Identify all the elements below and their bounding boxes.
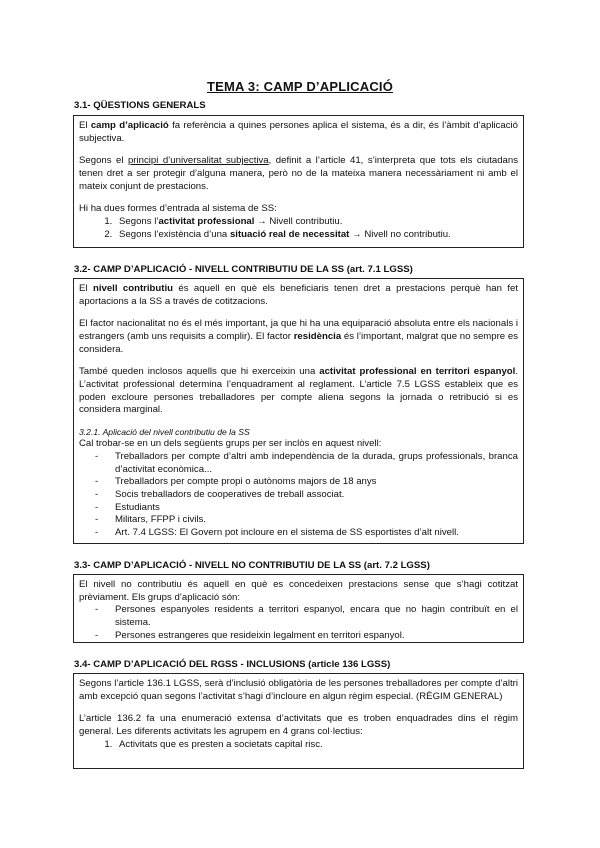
list-item: - Militars, FFPP i civils.	[79, 514, 518, 527]
text: Segons l’existència d’una	[119, 228, 230, 240]
text: El	[79, 283, 93, 294]
text: Segons l’	[119, 215, 159, 227]
text: → Nivell no contributiu.	[349, 228, 451, 240]
section-box-3-4	[73, 673, 524, 769]
section-heading-3-4: 3.4- CAMP D’APLICACIÓ DEL RGSS - INCLUSIONS (article 136 LGSS)	[74, 659, 391, 670]
section-heading-3-1: 3.1- QÜESTIONS GENERALS	[74, 100, 206, 111]
underlined-term: principi d’universalitat subjectiva	[127, 155, 269, 167]
paragraph: Segons l’article 136.1 LGSS, serà d’inclusió obligatòria de les persones treballadores per compte d’altri amb excepció quan segons l’activitat s’hagi d’incloure en algun règim especial. (RÈGIM GENERAL)	[79, 678, 518, 702]
paragraph: L’article 136.2 fa una enumeració extensa d’activitats que es troben enquadrades dins el règim general. Les diferents activitats les agrupem en 4 grans col·lectius:	[79, 713, 518, 737]
subsection-heading: 3.2.1. Aplicació del nivell contributiu de la SS	[79, 426, 250, 437]
bold-term: situació real de necessitat	[229, 228, 350, 240]
text: . L’activitat professional determina l’enquadrament al reglament. L’article 7.5 LGSS estableix que es poden excloure persones treballadores per compte aliena segons la jornada o retribució si es considera marginal.	[79, 366, 518, 416]
paragraph: Cal trobar-se en un dels següents grups per ser inclòs en aquest nivell:	[79, 438, 382, 450]
list-item: 1. Activitats que es presten a societats capital risc.	[115, 739, 518, 752]
list-item	[115, 229, 518, 242]
text: → Nivell contributiu.	[254, 215, 343, 227]
numbered-list	[79, 739, 518, 752]
text: Segons el	[79, 155, 128, 167]
numbered-list	[79, 216, 518, 241]
bold-term: residència	[293, 330, 342, 342]
list-item: - Persones espanyoles residents a territori espanyol, encara que no hagin contribuït en el sistema.	[79, 604, 518, 629]
section-box-3-2	[73, 278, 524, 544]
list-item: - Art. 7.4 LGSS: El Govern pot incloure en el sistema de SS esportistes d’alt nivell.	[79, 527, 518, 540]
bold-term: activitat professional en territori espanyol	[319, 366, 516, 378]
text: fa referència a quines persones aplica el sistema, és a dir, és l’àmbit d’aplicació subjectiva.	[79, 120, 518, 144]
list-item: - Socis treballadors de cooperatives de treball associat.	[79, 489, 518, 502]
section-box-3-1	[73, 115, 524, 248]
dash-list	[79, 451, 518, 540]
paragraph: El nivell no contributiu és aquell en què es concedeixen prestacions sense que s’hagi cotitzat prèviament. Els grups d’aplicació són:	[79, 579, 518, 603]
bold-term: activitat professional	[158, 215, 255, 227]
list-item: - Persones estrangeres que resideixin legalment en territori espanyol.	[79, 630, 518, 643]
text: és aquell en què els beneficiaris tenen dret a prestacions perquè han fet aportacions a la SS a través de cotitzacions.	[79, 283, 518, 307]
paragraph	[79, 120, 518, 145]
paragraph: Hi ha dues formes d’entrada al sistema de SS:	[79, 203, 277, 215]
list-item	[115, 216, 518, 229]
list-item: - Treballadors per compte d’altri amb independència de la durada, grups professionals, branca d’activitat econòmica...	[79, 451, 518, 476]
paragraph	[79, 155, 518, 193]
bold-term: camp d’aplicació	[90, 120, 169, 131]
bold-term: nivell contributiu	[92, 283, 173, 294]
text: , definit a l’article 41, s’interpreta que tots els ciutadans tenen dret a ser protegir d’alguna manera, però no de la mateixa manera necessàriament ni amb el mateix conjunt de prestacions.	[79, 155, 518, 192]
list-item: - Estudiants	[79, 502, 518, 515]
section-box-3-3	[73, 574, 524, 643]
paragraph	[79, 366, 518, 417]
dash-list	[79, 604, 518, 642]
page-title: TEMA 3: CAMP D’APLICACIÓ	[206, 79, 394, 94]
paragraph	[79, 283, 518, 308]
section-heading-3-3: 3.3- CAMP D’APLICACIÓ - NIVELL NO CONTRIBUTIU DE LA SS (art. 7.2 LGSS)	[74, 560, 430, 571]
list-item: - Treballadors per compte propi o autònoms majors de 18 anys	[79, 476, 518, 489]
section-heading-3-2: 3.2- CAMP D’APLICACIÓ - NIVELL CONTRIBUTIU DE LA SS (art. 7.1 LGSS)	[74, 264, 413, 275]
paragraph	[79, 318, 518, 356]
text: és l’important, malgrat que no sempre es considera.	[79, 330, 518, 355]
text: El factor nacionalitat no és el més important, ja que hi ha una equiparació absoluta entre els nacionals i estrangers (amb uns requisits a complir). El factor	[79, 318, 518, 342]
text: També queden inclosos aquells que hi exerceixin una	[79, 366, 320, 378]
text: El	[79, 120, 91, 131]
